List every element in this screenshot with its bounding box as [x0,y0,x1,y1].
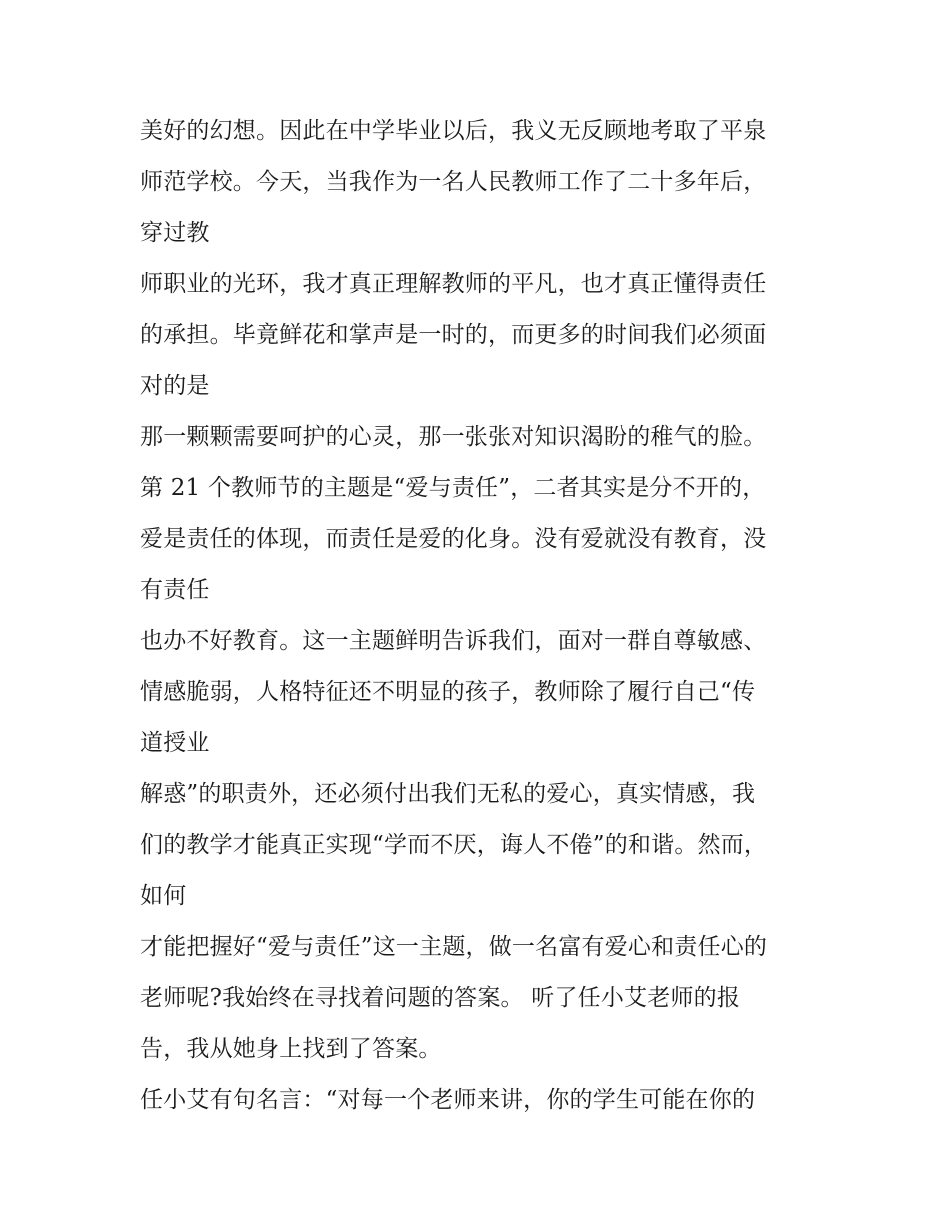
text-line: 解惑”的职责外，还必须付出我们无私的爱心，真实情感，我 [140,781,756,807]
text-line: 对的是 [140,373,210,399]
text-line: 穿过教 [140,220,210,246]
text-line: 老师呢?我始终在寻找着问题的答案。 听了任小艾老师的报 [140,985,741,1011]
text-line: 有责任 [140,577,210,603]
text-line: 的承担。毕竟鲜花和掌声是一时的，而更多的时间我们必须面 [140,322,767,348]
text-line: 情感脆弱，人格特征还不明显的孩子，教师除了履行自己“传 [140,679,756,705]
text-line: 才能把握好“爱与责任”这一主题，做一名富有爱心和责任心的 [140,934,768,960]
text-line: 那一颗颗需要呵护的心灵，那一张张对知识渴盼的稚气的脸。 [140,424,767,450]
text-line: 第 21 个教师节的主题是“爱与责任”，二者其实是分不开的， [140,475,766,501]
text-line: 如何 [140,883,187,909]
text-line: 告，我从她身上找到了答案。 [140,1036,442,1062]
text-line: 师职业的光环，我才真正理解教师的平凡，也才真正懂得责任 [140,271,767,297]
body-text [140,106,820,1126]
text-line: 师范学校。今天，当我作为一名人民教师工作了二十多年后， [140,169,767,195]
text-line: 任小艾有句名言：“对每一个老师来讲，你的学生可能在你的 [140,1087,756,1113]
text-line: 也办不好教育。这一主题鲜明告诉我们，面对一群自尊敏感、 [140,628,767,654]
text-line: 美好的幻想。因此在中学毕业以后，我义无反顾地考取了平泉 [140,118,767,144]
text-line: 爱是责任的体现，而责任是爱的化身。没有爱就没有教育，没 [140,526,767,552]
text-line: 们的教学才能真正实现“学而不厌，诲人不倦”的和谐。然而， [140,832,768,858]
text-line: 道授业 [140,730,210,756]
